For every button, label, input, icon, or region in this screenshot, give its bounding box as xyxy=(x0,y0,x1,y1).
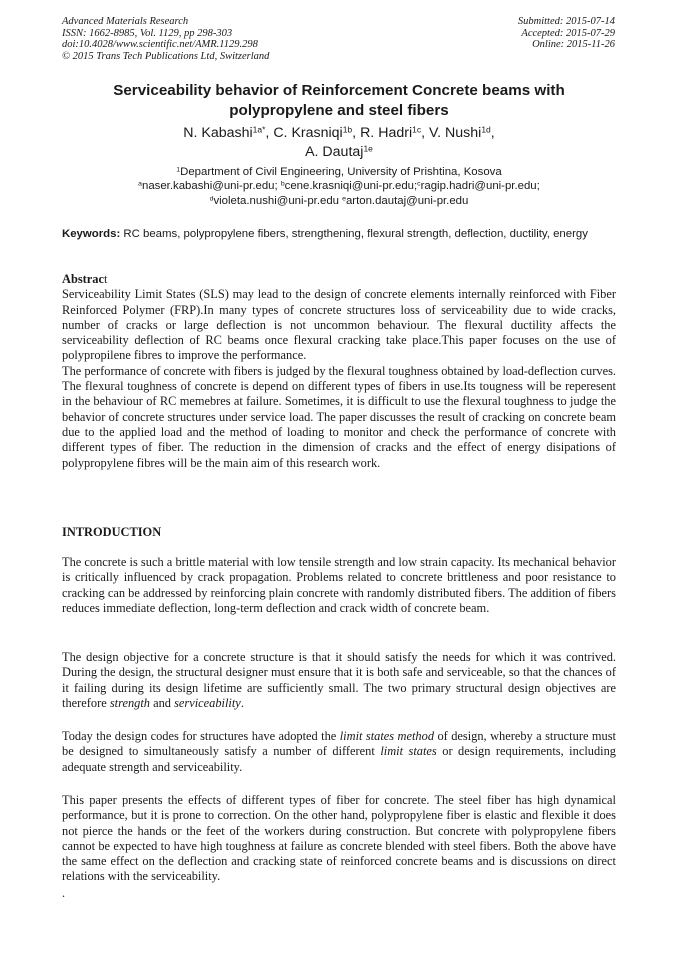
author-name: C. Krasniqi xyxy=(273,125,343,141)
keywords-label: Keywords: xyxy=(62,228,121,240)
email-superscript: d xyxy=(209,195,214,203)
journal-doi: doi:10.4028/www.scientific.net/AMR.1129.298 xyxy=(62,39,258,50)
author-line-1 xyxy=(62,124,616,143)
email-link[interactable]: naser.kabashi@uni-pr.edu; xyxy=(141,180,281,193)
author-separator: , xyxy=(265,125,274,141)
text-run: of design, whereby a structure must be designed to simultaneously satisfy a number of different xyxy=(62,729,616,759)
email-line-2 xyxy=(62,194,616,208)
journal-info xyxy=(62,16,269,62)
intro-paragraph-1 xyxy=(62,555,616,616)
abstract-heading-main: Abstrac xyxy=(62,272,104,286)
emphasis-strength: strength xyxy=(109,695,150,710)
submission-dates xyxy=(518,16,615,51)
emphasis-limit-states: limit states xyxy=(380,744,437,759)
intro-paragraph-4-text: This paper presents the effects of different types of fiber for concrete. The steel fiber has high dynamical performance, but it is prone to correction. On the other hand, polypropylene fiber is elastic and flexible it does not pierce the hands or the feet of the workers during construction. But concrete with polypropylene fibers cannot be expected to have high toughness at failure as concrete blended with steel fibers. Both the above have the same effect on the deflection and cracking state of reinforced concrete beams and is discussions on direct relations with the serviceability. xyxy=(62,793,616,884)
author-line-2 xyxy=(62,143,616,162)
email-superscript: c xyxy=(417,180,421,188)
author-name: A. Dautaj xyxy=(305,144,364,160)
author-superscript: 1b xyxy=(342,124,353,135)
trailing-dot: . xyxy=(62,886,66,900)
text-run: . xyxy=(240,695,244,710)
email-link[interactable]: arton.dautaj@uni-pr.edu xyxy=(345,194,469,207)
paper-title-line-1: Serviceability behavior of Reinforcement Concrete beams with xyxy=(113,82,565,99)
intro-paragraph-3-text xyxy=(62,729,616,775)
abstract-section xyxy=(62,272,616,471)
author-separator: , xyxy=(352,125,361,141)
author-name: V. Nushi xyxy=(428,125,482,141)
text-run: The design objective for a concrete structure is that it should satisfy the needs for which it was contrived. During the design, the structural designer must ensure that it is both safe and serviceable, so that the chances of it failing during its design lifetime are sufficiently small. The two primary structural design objectives are therefore xyxy=(62,650,616,710)
journal-copyright: © 2015 Trans Tech Publications Ltd, Switzerland xyxy=(62,50,270,62)
emphasis-limit-states-method: limit states method xyxy=(339,729,435,743)
author-separator: , xyxy=(421,125,429,141)
text-run: Today the design codes for structures have adopted the xyxy=(62,729,340,743)
dept-superscript: 1 xyxy=(176,166,181,174)
journal-name: Advanced Materials Research xyxy=(62,16,189,27)
author-list xyxy=(62,124,616,162)
intro-paragraph-2 xyxy=(62,650,616,711)
author-superscript: 1e xyxy=(363,143,373,154)
keywords xyxy=(62,227,616,242)
email-line-1 xyxy=(62,179,616,193)
journal-issn: ISSN: 1662-8985, Vol. 1129, pp 298-303 xyxy=(62,27,233,39)
author-superscript: 1d xyxy=(481,124,491,135)
affiliation-block xyxy=(62,165,616,208)
keywords-text: RC beams, polypropylene fibers, strengthening, flexural strength, deflection, ductility, energy xyxy=(120,228,588,240)
text-run: and xyxy=(149,695,175,710)
author-superscript: 1a* xyxy=(252,124,266,135)
intro-paragraph-3 xyxy=(62,729,616,775)
intro-paragraph-2-text xyxy=(62,650,616,711)
abstract-heading xyxy=(62,272,616,287)
author-superscript: 1c xyxy=(412,124,422,135)
paper-title-line-2: polypropylene and steel fibers xyxy=(229,102,449,119)
email-link[interactable]: cene.krasniqi@uni-pr.edu; xyxy=(284,180,418,193)
intro-paragraph-1-text: The concrete is such a brittle material with low tensile strength and low strain capacity. Its mechanical behavior is critically influenced by crack propagation. Problems related to concrete brittleness and poor resistance to cracking can be addressed by reinforcing plain concrete with randomly distributed fibers. The addition of fibers reduces immediate deflection, long-term deflection and crack width of concrete beam. xyxy=(62,555,616,615)
intro-paragraph-4 xyxy=(62,793,616,885)
department-line xyxy=(62,165,616,179)
department: Department of Civil Engineering, University of Prishtina, Kosova xyxy=(180,166,502,178)
emphasis-serviceability: serviceability xyxy=(174,695,241,710)
email-link[interactable]: ragip.hadri@uni-pr.edu; xyxy=(420,180,540,193)
email-link[interactable]: violeta.nushi@uni-pr.edu xyxy=(213,194,343,207)
author-separator: , xyxy=(490,125,495,141)
accepted-date: Accepted: 2015-07-29 xyxy=(521,27,615,39)
paper-title xyxy=(62,81,616,121)
abstract-paragraph-1: Serviceability Limit States (SLS) may lead to the design of concrete elements internally reinforced with Fiber Reinforced Polymer (FRP).In many types of concrete structures loss of serviceability due to wide cracks, number of cracks or large deflection is not uncommon behaviour. The flexural ductility affects the serviceability deflection of RC beams once flexural cracking take place.This paper focuses on the use of polypropilene fibres to improve the performance. xyxy=(62,287,616,363)
introduction-heading: INTRODUCTION xyxy=(62,525,162,539)
text-run: or design requirements, including adequate strength and serviceability. xyxy=(62,744,616,774)
email-superscript: e xyxy=(342,195,346,203)
abstract-heading-tail: t xyxy=(103,272,108,286)
author-name: N. Kabashi xyxy=(183,125,253,141)
email-superscript: b xyxy=(280,180,285,188)
email-superscript: a xyxy=(138,180,142,188)
author-name: R. Hadri xyxy=(360,125,413,141)
submitted-date: Submitted: 2015-07-14 xyxy=(517,16,615,27)
abstract-paragraph-2: The performance of concrete with fibers is judged by the flexural toughness obtained by load-deflection curves. The flexural toughness of concrete is depend on different types of fibers in use.Its tougness will be reperesent in the behaviour of RC memebres at failure. Sometimes, it is difficult to use the flexural toughness to judge the behavior of concrete structures under service load. The paper discusses the result of cracking on concrete beam due to the applied load and the method of loading to monitor and check the performance of concrete with different types of fiber. The reduction in the dimension of cracks and the effect of energy disipations of polypropylene fibres will be the main aim of this research work. xyxy=(62,363,616,470)
online-date: Online: 2015-11-26 xyxy=(532,39,615,50)
